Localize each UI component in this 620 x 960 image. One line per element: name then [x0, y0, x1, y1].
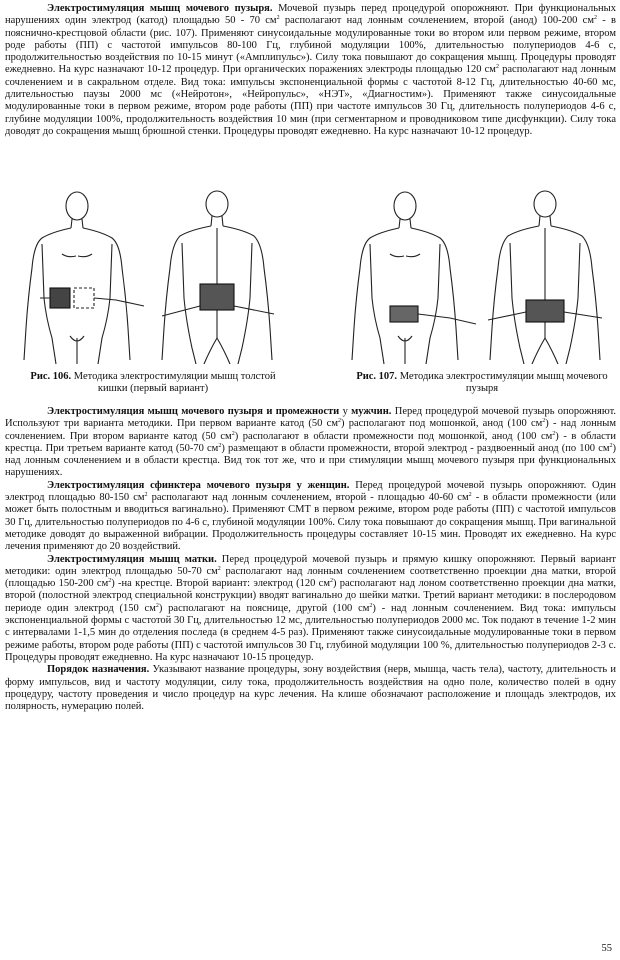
- figure-106-caption: Рис. 106. Методика электростимуляции мышц толстой кишки (первый вариант): [30, 371, 276, 395]
- figure-107-illustration: [340, 188, 610, 368]
- back-torso-figure: [490, 191, 600, 364]
- front-torso-figure: [24, 192, 130, 364]
- paragraph-prescription-order: Порядок назначения. Указывают название процедуры, зону воздействия (нерв, мышца, часть тела), частоту, длительность и форму импульсов, вид и частоту модуляции, силу тока, продолжительность воздействия на одно поле, количество полей в одну процедуру, частоту проведения и число процедур на курс лечения. На клише обозначают расположение и площадь электродов, их полярность, нумерацию полей.: [5, 664, 616, 713]
- electrode-back: [526, 300, 564, 322]
- figure-106-illustration: [12, 188, 282, 368]
- paragraph-men: Электростимуляция мышц мочевого пузыря и промежности у мужчин. Перед процедурой мочевой пузырь опорожняют. Используют три варианта методики. При первом варианте катод (50 $см^2$) располагают под мошонкой, анод (100 $см^2$) - над лонным сочленением. При втором варианте катод (50 $см^2$) располагают в области промежности под мошонкой, анод (100 $см^2$) - в области крестца. При третьем варианте катод (50-70 $см^2$) размещают в области промежности, второй электрод - раздвоенный анод (по 100 $см^2$) над лонным сочленением и в области крестца. Вид ток тот же, что и при стимуляции мышц мочевого пузыря при функциональных нарушениях.: [5, 406, 617, 479]
- paragraph-women: Электростимуляция сфинктера мочевого пузыря у женщин. Перед процедурой мочевой пузырь опорожняют. Один электрод площадью 80-150 $см^2$ располагают над лонным сочленением, второй - площадью 40-60 $см^2$ - в области промежности (или может быть полостным и вводиться вагинально). Применяют СМТ в первом режиме, втором роде работы (ПП) с частотой импульсов 30 Гц, длительностью полупериодов по 4-6 с, глубиной модуляции 100%. Силу тока повышают до сокращения мышц. При вагинальной методике доводят до выраженной вибрации. Продолжительность процедуры составляет 10-15 мин. Проводят их ежедневно. На курс лечения применяют до 20 воздействий.: [5, 479, 616, 553]
- back-torso-figure: [162, 191, 272, 364]
- electrode-wire: [418, 314, 476, 324]
- electrode-front: [390, 306, 418, 322]
- paragraph-title: Электростимуляция мышц мочевого пузыря и промежности: [47, 406, 340, 417]
- electrode-back: [200, 284, 234, 310]
- figure-107-caption: Рис. 107. Методика электростимуляции мышц мочевого пузыря: [356, 371, 608, 395]
- paragraph-title: Электростимуляция мышц мочевого пузыря.: [47, 3, 273, 14]
- paragraph-title: Электростимуляция мышц матки.: [47, 553, 217, 565]
- paragraph-uterus: Электростимуляция мышц матки. Перед процедурой мочевой пузырь и прямую кишку опорожняют. Первый вариант методики: один электрод площадью 50-70 $см^2$ располагают над лонным сочленением соответственно проекции дна матки, второй (площадью 150-200 $см^2$) -на крестце. Второй вариант: электрод (120 $см^2$) располагают над лоном соответственно проекции дна матки, второй (полостной электрод специальной конструкции) вводят вагинально до шейки матки. Третий вариант методики: в послеродовом периоде один электрод (150 $см^2$) располагают на пояснице, другой (100 $см^2$) - над лонным сочленением. Вид тока: импульсы экспоненциальной формы с частотой 30 Гц, длительностью 12 мс, длительностью полупериодов 2000 мс. Ток подают в течение 1-2 мин с интервалами 1-1,5 мин до отделения последа (в среднем 4-5 раз). Применяют также синусоидальные модулированные токи в первом режиме работы, втором роде работы (ПП) с частотой импульсов 30 Гц, глубиной модуляции 100 %, длительностью полупериодов 2-3 с. Процедуры проводят ежедневно. На курс назначают 10-15 процедур.: [5, 553, 616, 663]
- electrode-front-solid: [50, 288, 70, 308]
- electrode-front-dashed: [74, 288, 94, 308]
- main-text-block: [5, 406, 616, 713]
- paragraph-bladder-stimulation: Электростимуляция мышц мочевого пузыря. Мочевой пузырь перед процедурой опорожняют. При функциональных нарушениях один электрод (катод) площадью 50 - 70 $см^2$ располагают над лонным сочленением, второй (анод) 100-200 $см^2$ - в пояснично-крестцовой области (рис. 107). Применяют синусоидальные модулированные токи во втором или первом режиме, втором роде работы (ПП) с частотой импульсов 80-100 Гц, глубиной модуляции 100%, длительностью полупериодов 4-6 с, продолжительностью воздействия по 10-15 минут («Амплипульс»). Силу тока повышают до сокращения мышц. Процедуры проводят ежедневно. На курс назначают 10-12 процедур. При органических поражениях электроды площадью 120 $см^2$ располагают над лонным сочленением и в сакральном отделе. Вид тока: импульсы экспоненциальной формы с частотой 8-12 Гц, длительностью 40-60 мс, длительностью паузы 2000 мс («Нейротон», «Нейропульс», «НЭТ», «Диагностим»). Применяют также синусоидальные модулированные токи в первом режиме, втором роде работы (ПП) при частоте импульсов 30 Гц, длительность полупериодов 4-6 с, глубине модуляции 100%, продолжительность воздействия 10 мин (при сегментарном и проводниковом типе дисфункции). Силу тока доводят до сокращения мышц брюшной стенки. Процедуры проводят ежедневно. На курс назначают 10-12 процедур.: [5, 3, 617, 137]
- front-torso-figure: [352, 192, 458, 364]
- paragraph-title: Электростимуляция сфинктера мочевого пузыря у женщин.: [47, 479, 350, 491]
- page-number: 55: [601, 943, 612, 954]
- paragraph-title: Порядок назначения.: [47, 664, 150, 676]
